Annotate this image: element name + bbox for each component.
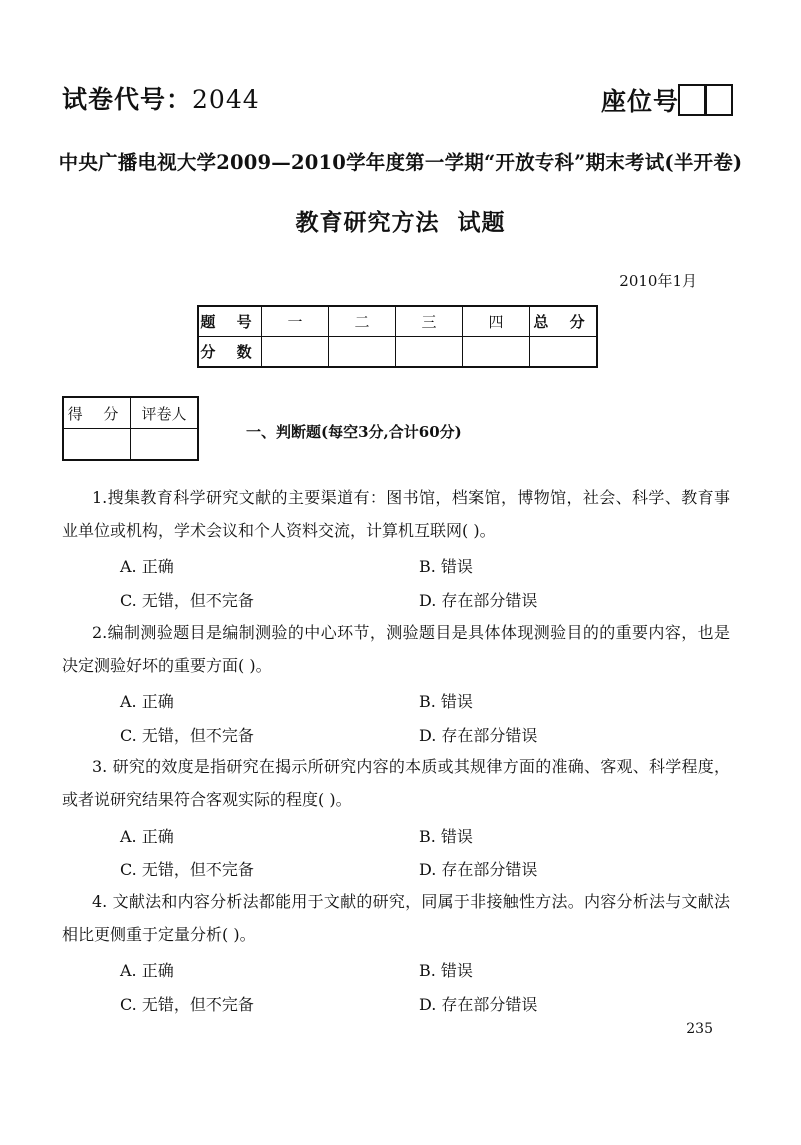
question-4-option-a[interactable]: A. 正确 (120, 961, 174, 980)
score-cell-total[interactable] (530, 337, 598, 368)
question-1-option-d[interactable]: D. 存在部分错误 (419, 591, 538, 610)
page-number: 235 (686, 1021, 713, 1037)
score-table-score-row (198, 337, 597, 368)
grader-table-grader-label: 评卷人 (131, 397, 199, 429)
grader-table (62, 396, 199, 461)
score-cell-2[interactable] (329, 337, 396, 368)
grader-table-entry-row (63, 429, 198, 461)
exam-code-value: 2044 (192, 85, 260, 114)
question-4-option-d[interactable]: D. 存在部分错误 (419, 995, 538, 1014)
score-table-col-4: 四 (463, 306, 530, 337)
question-3-option-b[interactable]: B. 错误 (419, 827, 473, 846)
score-cell-3[interactable] (396, 337, 463, 368)
question-4-option-b[interactable]: B. 错误 (419, 961, 473, 980)
score-table-col-2: 二 (329, 306, 396, 337)
section-title: 一、判断题(每空3分,合计60分) (246, 423, 462, 441)
question-3-text: 3. 研究的效度是指研究在揭示所研究内容的本质或其规律方面的准确、客观、科学程度，或者说研究结果符合客观实际的程度( )。 (62, 757, 730, 809)
question-2-option-d[interactable]: D. 存在部分错误 (419, 726, 538, 745)
question-3-option-d[interactable]: D. 存在部分错误 (419, 860, 538, 879)
question-1-text: 1.搜集教育科学研究文献的主要渠道有：图书馆，档案馆，博物馆，社会、科学、教育事业单位或机构，学术会议和个人资料交流，计算机互联网( )。 (62, 488, 730, 540)
question-2-option-b[interactable]: B. 错误 (419, 692, 473, 711)
grader-name-cell[interactable] (131, 429, 199, 461)
score-table-col-total: 总 分 (530, 306, 598, 337)
score-table-header-row (198, 306, 597, 337)
question-4-text: 4. 文献法和内容分析法都能用于文献的研究，同属于非接触性方法。内容分析法与文献法相比更侧重于定量分析( )。 (62, 892, 730, 944)
exam-code (62, 80, 260, 116)
score-table (197, 305, 598, 368)
question-3-option-c[interactable]: C. 无错，但不完备 (120, 860, 254, 879)
seat-number-box-1[interactable] (678, 84, 706, 116)
score-table-col-1: 一 (262, 306, 329, 337)
subject-title: 教育研究方法 试题 (295, 210, 506, 236)
grader-score-cell[interactable] (63, 429, 131, 461)
question-2-option-a[interactable]: A. 正确 (120, 692, 174, 711)
question-4-option-c[interactable]: C. 无错，但不完备 (120, 995, 254, 1014)
question-1-option-c[interactable]: C. 无错，但不完备 (120, 591, 254, 610)
question-2-option-c[interactable]: C. 无错，但不完备 (120, 726, 254, 745)
exam-date: 2010年1月 (619, 272, 697, 290)
question-2-text: 2.编制测验题目是编制测验的中心环节，测验题目是具体体现测验目的的重要内容，也是决定测验好坏的重要方面( )。 (62, 623, 730, 675)
question-3-option-a[interactable]: A. 正确 (120, 827, 174, 846)
grader-table-header-row (63, 397, 198, 429)
exam-code-label: 试卷代号： (62, 85, 193, 114)
score-table-label-score: 分 数 (198, 337, 262, 368)
question-1-option-a[interactable]: A. 正确 (120, 557, 174, 576)
seat-number-box-2[interactable] (705, 84, 733, 116)
score-table-col-3: 三 (396, 306, 463, 337)
score-cell-4[interactable] (463, 337, 530, 368)
score-cell-1[interactable] (262, 337, 329, 368)
exam-title: 中央广播电视大学2009—2010学年度第一学期“开放专科”期末考试(半开卷) (58, 151, 743, 174)
grader-table-score-label: 得 分 (63, 397, 131, 429)
seat-number-label: 座位号 (600, 87, 679, 116)
score-table-label-question: 题 号 (198, 306, 262, 337)
seat-number (601, 82, 733, 118)
question-1-option-b[interactable]: B. 错误 (419, 557, 473, 576)
